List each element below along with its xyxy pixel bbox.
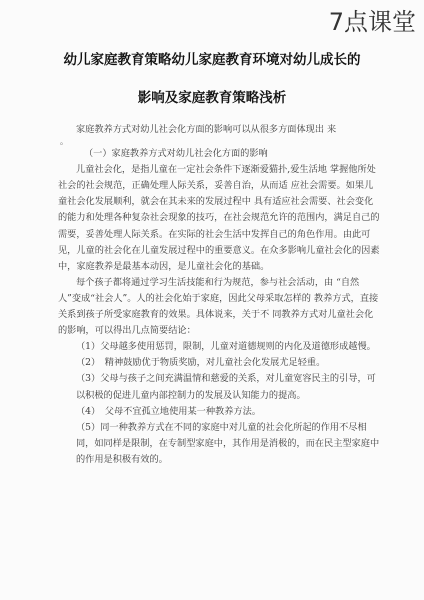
conclusion-item-4: （4） 父母不宜孤立地使用某一种教养方法。 <box>76 405 261 417</box>
paragraph-mark: 。 <box>60 137 68 147</box>
conclusion-item-5: （5）同一种教养方式在不同的家庭中对儿童的社会化所起的作用不尽相同，如同样是限制，在专制型家庭中，其作用是消极的，而在民主型家庭中的作用是积极有效的。 <box>76 421 380 465</box>
conclusion-item-1: （1）父母越多使用惩罚，限制，儿童对道德规则的内化及道德形成越慢。 <box>76 341 376 353</box>
conclusion-item-3: （3）父母与孩子之间充满温情和慈爱的关系，对儿童宽容民主的引导，可以积极的促进儿童内部控制力的发展及认知能力的提高。 <box>76 373 376 401</box>
paragraph-intro: 家庭教养方式对幼儿社会化方面的影响可以从很多方面体现出 来 <box>76 124 337 135</box>
document-body <box>58 122 380 468</box>
conclusion-item-2: （2） 精神鼓励优于物质奖励，对儿童社会化发展尤足轻重。 <box>76 357 326 369</box>
document-title: 幼儿家庭教育策略幼儿家庭教育环境对幼儿成长的 <box>63 52 361 68</box>
paragraph-child-learning: 每个孩子都将通过学习生活技能和行为规范，参与社会活动，由 “自然人”变成“社会人”。人的社会化始于家庭，因此父母采取怎样的 教养方式，直接关系到孩子所受家庭教育的效果。具体说来，关于不 同教养方式对儿童社会化的影响，可以得出几点简要结论： <box>58 276 379 337</box>
document-subtitle: 影响及家庭教育策略浅析 <box>137 90 287 106</box>
paragraph-socialization: 儿童社会化，是指儿童在一定社会条件下逐渐爱猫扑,爱生活地 掌握他所处社会的社会规范，正确处理人际关系，妥善自治，从而适 应社会需要。如果儿童社会化发展顺利，就会在其未来的发展过程中 具有适应社会需要、社会变化的能力和处理各种复杂社会现象的技巧，在社会规范允许的范围内，满足自己的需要，妥善处理人际关系。在实际的社会生活中发挥自己的角色作用。由此可见，儿童的社会化在儿童发展过程中的重要意义。在众多影响儿童社会化的因素中，家庭教养是最基本动因，是儿童社会化的基础。 <box>58 164 380 272</box>
watermark: 7点课堂 <box>328 8 416 36</box>
section-heading: （一）家庭教养方式对幼儿社会化方面的影响 <box>84 148 268 160</box>
